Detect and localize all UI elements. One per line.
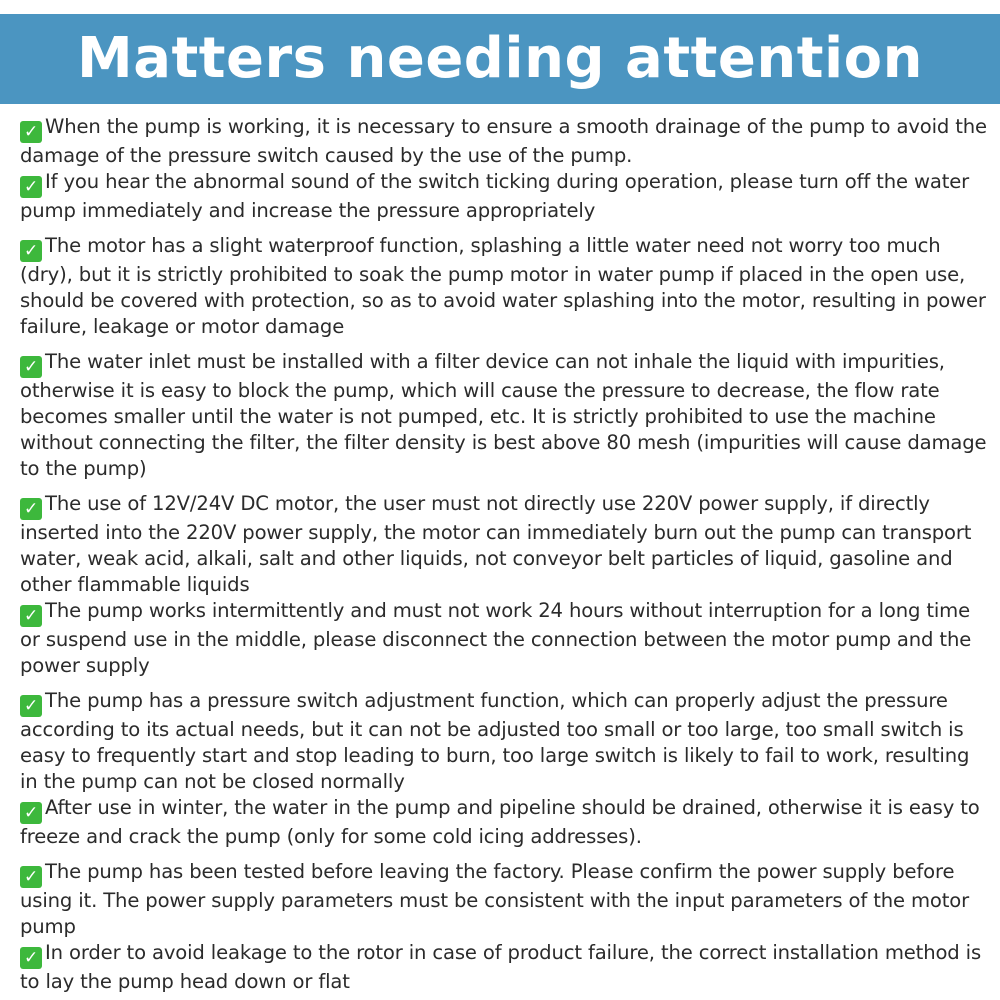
check-mark-icon: ✓: [20, 176, 42, 198]
note-item: [20, 233, 992, 340]
note-text: The pump has a pressure switch adjustment function, which can properly adjust the pressure according to its actual needs, but it can not be adjusted too small or too large, too small switch is easy to frequently start and stop leading to burn, too large switch is likely to fail to work, resulting in the pump can not be closed normally: [20, 689, 970, 793]
note-text: The pump has been tested before leaving the factory. Please confirm the power supply before using it. The power supply parameters must be consistent with the input parameters of the motor pump: [20, 860, 970, 938]
check-mark-icon: ✓: [20, 695, 42, 717]
note-text: In order to avoid leakage to the rotor in case of product failure, the correct installation method is to lay the pump head down or flat: [20, 941, 982, 993]
note-text: The water inlet must be installed with a filter device can not inhale the liquid with impurities, otherwise it is easy to block the pump, which will cause the pressure to decrease, the flow rate becomes smaller until the water is not pumped, etc. It is strictly prohibited to use the machine without connecting the filter, the filter density is best above 80 mesh (impurities will cause damage to the pump): [20, 350, 987, 480]
note-text: The pump works intermittently and must not work 24 hours without interruption for a long time or suspend use in the middle, please disconnect the connection between the motor pump and the power supply: [20, 599, 972, 677]
check-mark-icon: ✓: [20, 947, 42, 969]
note-text: If you hear the abnormal sound of the switch ticking during operation, please turn off the water pump immediately and increase the pressure appropriately: [20, 170, 970, 222]
note-text: The motor has a slight waterproof function, splashing a little water need not worry too much (dry), but it is strictly prohibited to soak the pump motor in water pump if placed in the open use, should be covered with protection, so as to avoid water splashing into the motor, resulting in power failure, leakage or motor damage: [20, 234, 986, 338]
note-text: When the pump is working, it is necessary to ensure a smooth drainage of the pump to avoid the damage of the pressure switch caused by the use of the pump.: [20, 115, 987, 167]
check-mark-icon: ✓: [20, 240, 42, 262]
note-item: [20, 940, 992, 995]
note-item: [20, 859, 992, 940]
check-mark-icon: ✓: [20, 866, 42, 888]
check-mark-icon: ✓: [20, 605, 42, 627]
note-item: [20, 795, 992, 850]
check-mark-icon: ✓: [20, 802, 42, 824]
note-text: After use in winter, the water in the pump and pipeline should be drained, otherwise it is easy to freeze and crack the pump (only for some cold icing addresses).: [20, 796, 980, 848]
note-item: [20, 114, 992, 169]
header-banner: [0, 14, 1000, 104]
note-item: [20, 349, 992, 482]
check-mark-icon: ✓: [20, 356, 42, 378]
note-item: [20, 598, 992, 679]
note-item: [20, 169, 992, 224]
check-mark-icon: ✓: [20, 121, 42, 143]
check-mark-icon: ✓: [20, 498, 42, 520]
notes-list: [20, 114, 992, 995]
note-text: The use of 12V/24V DC motor, the user must not directly use 220V power supply, if directly inserted into the 220V power supply, the motor can immediately burn out the pump can transport water, weak acid, alkali, salt and other liquids, not conveyor belt particles of liquid, gasoline and other flammable liquids: [20, 492, 972, 596]
page-title: Matters needing attention: [76, 26, 924, 91]
note-item: [20, 491, 992, 598]
note-item: [20, 688, 992, 795]
